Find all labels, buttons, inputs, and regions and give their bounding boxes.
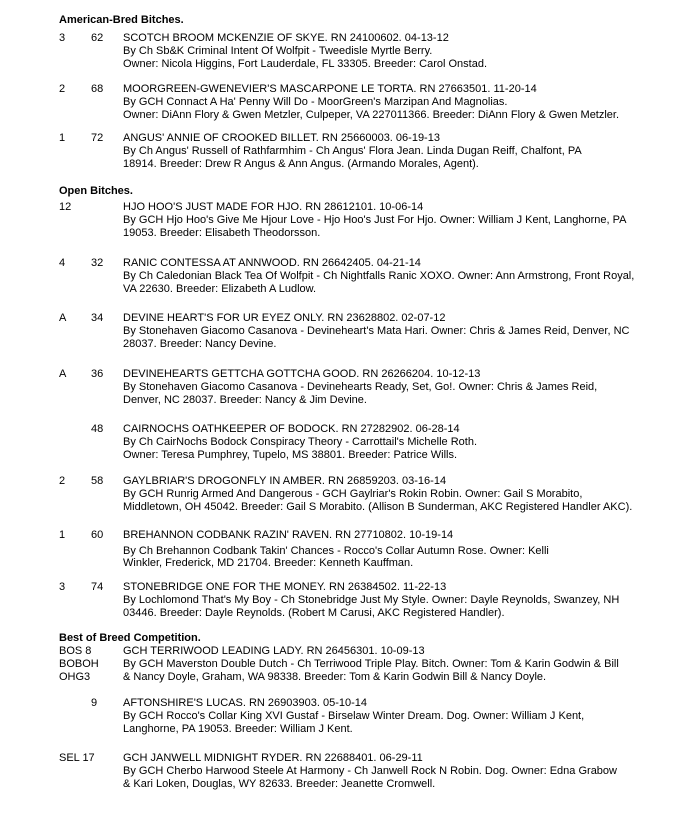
entry-line: By GCH Cherbo Harwood Steele At Harmony - Ch Janwell Rock N Robin. Dog. Owner: Edna Grabow [123,765,617,777]
entry-line: By GCH Runrig Armed And Dangerous - GCH Gaylriar's Rokin Robin. Owner: Gail S Morabito, [123,488,583,500]
catalog-number: 32 [91,257,104,269]
entry-line: By GCH Rocco's Collar King XVI Gustaf - Birselaw Winter Dream. Dog. Owner: William J Kent, [123,710,585,722]
entry-line: By Stonehaven Giacomo Casanova - Devinehearts Ready, Set, Go!. Owner: Chris & James Reid, [123,381,598,393]
entry-line: Owner: DiAnn Flory & Gwen Metzler, Culpeper, VA 227011366. Breeder: DiAnn Flory & Gwen Metzler. [123,109,620,121]
entry-line: By Ch Angus' Russell of Rathfarmhim - Ch Angus' Flora Jean. Linda Dugan Reiff, Chalfont, PA [123,145,582,157]
catalog-number: 72 [91,132,104,144]
entry-line: By Stonehaven Giacomo Casanova - Devineheart's Mata Hari. Owner: Chris & James Reid, Denver, NC [123,325,630,337]
section-title: Best of Breed Competition. [59,632,201,644]
entry-line: & Nancy Doyle, Graham, WA 98338. Breeder: Tom & Karin Godwin Bill & Nancy Doyle. [123,671,547,683]
entry-line: Winkler, Frederick, MD 21704. Breeder: Kenneth Kauffman. [123,557,414,569]
entry-text [123,368,663,407]
entry-line: By GCH Maverston Double Dutch - Ch Terriwood Triple Play. Bitch. Owner: Tom & Karin Godwin & Bill [123,658,619,670]
catalog-number: 68 [91,83,104,95]
catalog-number: 60 [91,529,104,541]
entry-line: & Kari Loken, Douglas, WY 82633. Breeder: Jeanette Cromwell. [123,778,436,790]
dog-name-line: GCH JANWELL MIDNIGHT RYDER. RN 22688401. 06-29-11 [123,752,423,764]
dog-name-line: STONEBRIDGE ONE FOR THE MONEY. RN 26384502. 11-22-13 [123,581,447,593]
dog-name-line: BREHANNON CODBANK RAZIN' RAVEN. RN 27710802. 10-19-14 [123,529,454,541]
entry-text [123,312,663,351]
catalog-number: 58 [91,475,104,487]
dog-name-line: CAIRNOCHS OATHKEEPER OF BODOCK. RN 27282902. 06-28-14 [123,423,460,435]
entry-text [123,752,663,791]
placement: 3 [59,32,66,44]
entry-text [123,697,663,736]
entry-line: 18914. Breeder: Drew R Angus & Ann Angus. (Armando Morales, Agent). [123,158,479,170]
entry-text [123,581,663,620]
entry-line: 19053. Breeder: Elisabeth Theodorsson. [123,227,321,239]
entry-line: By Ch CairNochs Bodock Conspiracy Theory - Carrottail's Michelle Roth. [123,436,478,448]
dog-name-line: AFTONSHIRE'S LUCAS. RN 26903903. 05-10-14 [123,697,368,709]
placement: 3 [59,581,66,593]
entry-line: Denver, NC 28037. Breeder: Nancy & Jim Devine. [123,394,367,406]
catalog-number: 48 [91,423,104,435]
catalog-number: 36 [91,368,104,380]
entry-line: Owner: Nicola Higgins, Fort Lauderdale, FL 33305. Breeder: Carol Onstad. [123,58,487,70]
entry-text [123,32,663,71]
entry-text [123,132,663,171]
entry-line: By GCH Connact A Ha' Penny Will Do - MoorGreen's Marzipan And Magnolias. [123,96,508,108]
entry-line: By Lochlomond That's My Boy - Ch Stonebridge Just My Style. Owner: Dayle Reynolds, Swanzey, NH [123,594,620,606]
placement: 2 [59,83,66,95]
entry-line: By Ch Caledonian Black Tea Of Wolfpit - Ch Nightfalls Ranic XOXO. Owner: Ann Armstrong, Front Royal, [123,270,635,282]
placement: A [59,312,67,324]
dog-name-line: DEVINE HEART'S FOR UR EYEZ ONLY. RN 23628802. 02-07-12 [123,312,446,324]
placement: 1 [59,132,66,144]
placement: 2 [59,475,66,487]
placement: 12 [59,201,72,213]
catalog-number: 9 [91,697,98,709]
entry-line: By Ch Sb&K Criminal Intent Of Wolfpit - Tweedisle Myrtle Berry. [123,45,433,57]
entry-line: 28037. Breeder: Nancy Devine. [123,338,277,350]
dog-name-line: HJO HOO'S JUST MADE FOR HJO. RN 28612101. 10-06-14 [123,201,424,213]
dog-name-line: GCH TERRIWOOD LEADING LADY. RN 26456301. 10-09-13 [123,645,425,657]
dog-name-line: ANGUS' ANNIE OF CROOKED BILLET. RN 25660003. 06-19-13 [123,132,440,144]
entry-text [123,645,663,684]
dog-name-line: SCOTCH BROOM MCKENZIE OF SKYE. RN 24100602. 04-13-12 [123,32,449,44]
placement: SEL 17 [59,752,95,764]
dog-name-line: GAYLBRIAR'S DROGONFLY IN AMBER. RN 26859203. 03-16-14 [123,475,447,487]
catalog-number: 74 [91,581,104,593]
section-title: Open Bitches. [59,185,133,197]
catalog-number: 62 [91,32,104,44]
entry-text [123,529,663,568]
entry-text [123,257,663,296]
dog-name-line: DEVINEHEARTS GETTCHA GOTTCHA GOOD. RN 26266204. 10-12-13 [123,368,481,380]
entry-text [123,423,663,462]
catalog-number: 34 [91,312,104,324]
entry-text [123,83,663,122]
dog-name-line: RANIC CONTESSA AT ANNWOOD. RN 26642405. 04-21-14 [123,257,421,269]
entry-line: Langhorne, PA 19053. Breeder: William J Kent. [123,723,353,735]
placement: BOS 8 BOBOH OHG3 [59,645,99,683]
entry-line: 03446. Breeder: Dayle Reynolds. (Robert M Carusi, AKC Registered Handler). [123,607,505,619]
entry-text [123,475,663,514]
placement: 4 [59,257,66,269]
placement: 1 [59,529,66,541]
entry-line: By GCH Hjo Hoo's Give Me Hjour Love - Hjo Hoo's Just For Hjo. Owner: William J Kent, Langhorne, PA [123,214,627,226]
dog-name-line: MOORGREEN-GWENEVIER'S MASCARPONE LE TORTA. RN 27663501. 11-20-14 [123,83,537,95]
entry-text [123,201,663,240]
placement: A [59,368,67,380]
entry-line: Owner: Teresa Pumphrey, Tupelo, MS 38801. Breeder: Patrice Wills. [123,449,458,461]
entry-line: VA 22630. Breeder: Elizabeth A Ludlow. [123,283,317,295]
section-title: American-Bred Bitches. [59,14,184,26]
entry-line: Middletown, OH 45042. Breeder: Gail S Morabito. (Allison B Sunderman, AKC Registered Handler AKC). [123,501,633,513]
entry-line: By Ch Brehannon Codbank Takin' Chances - Rocco's Collar Autumn Rose. Owner: Kelli [123,545,549,557]
